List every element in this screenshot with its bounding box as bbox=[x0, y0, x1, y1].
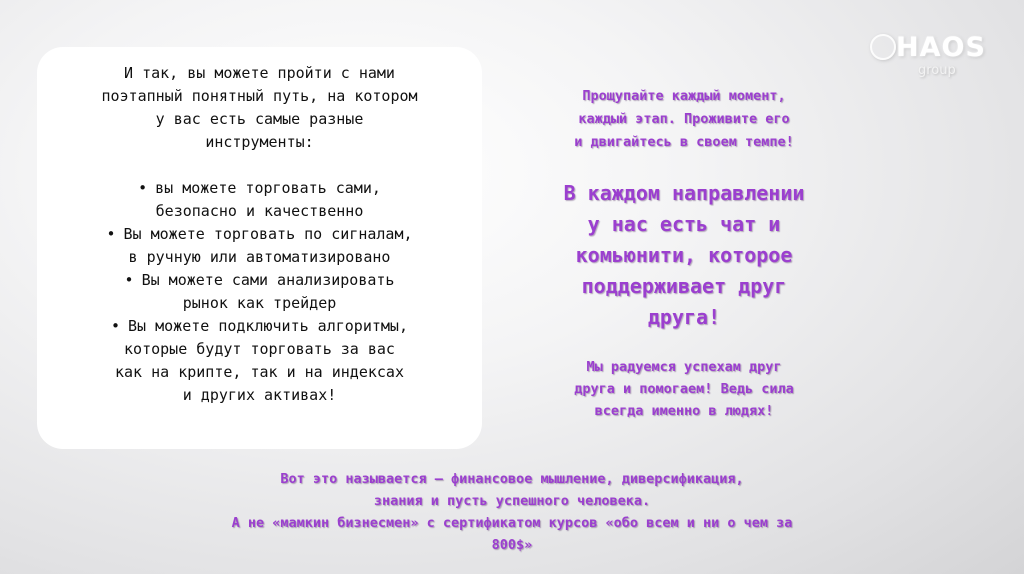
conclusion-text bbox=[0, 468, 1024, 556]
info-card bbox=[37, 47, 482, 449]
list-item-text: как на крипте, так и на индексах bbox=[115, 363, 404, 381]
text-line: Мы радуемся успехам друг bbox=[586, 359, 782, 375]
logo-sub: group bbox=[918, 63, 956, 78]
heading-line: друга! bbox=[647, 305, 721, 329]
text-line: Вот это называется – финансовое мышление, диверсификация, bbox=[280, 471, 744, 487]
text-line: друга и помогаем! Ведь сила bbox=[574, 381, 794, 397]
text-line: и двигайтесь в своем темпе! bbox=[574, 134, 794, 150]
list-item-text: • Вы можете торговать по сигналам, bbox=[37, 223, 482, 246]
list-item-text: в ручную или автоматизировано bbox=[128, 248, 391, 266]
heading-line: поддерживает друг bbox=[581, 274, 787, 298]
card-intro bbox=[37, 62, 482, 154]
list-item-text: • Вы можете подключить алгоритмы, bbox=[37, 315, 482, 338]
heading-line: комьюнити, которое bbox=[575, 243, 793, 267]
support-text bbox=[500, 356, 868, 422]
text-line: знания и пусть успешного человека. bbox=[373, 493, 651, 509]
list-item-text: • вы можете торговать сами, bbox=[37, 177, 482, 200]
list-item-text: и других активах! bbox=[182, 386, 337, 404]
intro-line: И так, вы можете пройти с нами bbox=[124, 64, 395, 82]
list-item bbox=[37, 177, 482, 223]
list-item-text: безопасно и качественно bbox=[155, 202, 364, 220]
list-item-text: рынок как трейдер bbox=[182, 294, 337, 312]
text-line: Прощупайте каждый момент, bbox=[582, 88, 786, 104]
intro-line: у вас есть самые разные bbox=[155, 110, 364, 128]
list-item-text: • Вы можете сами анализировать bbox=[37, 269, 482, 292]
step-by-step-text bbox=[500, 85, 868, 154]
intro-line: инструменты: bbox=[205, 133, 314, 151]
text-line: 800$» bbox=[491, 537, 533, 553]
tools-list bbox=[37, 177, 482, 407]
logo-mark-icon bbox=[870, 34, 896, 60]
intro-line: поэтапный понятный путь, на котором bbox=[101, 87, 418, 105]
logo-name: HAOS bbox=[896, 32, 986, 63]
list-item bbox=[37, 315, 482, 407]
community-heading bbox=[500, 178, 868, 333]
list-item bbox=[37, 223, 482, 269]
list-item bbox=[37, 269, 482, 315]
text-line: А не «мамкин бизнесмен» с сертификатом курсов «обо всем и ни о чем за bbox=[231, 515, 793, 531]
text-line: всегда именно в людях! bbox=[594, 403, 774, 419]
heading-line: у нас есть чат и bbox=[587, 212, 781, 236]
list-item-text: которые будут торговать за вас bbox=[124, 340, 395, 358]
heading-line: В каждом направлении bbox=[563, 181, 805, 205]
haos-logo bbox=[870, 32, 1000, 94]
text-line: каждый этап. Проживите его bbox=[578, 111, 790, 127]
